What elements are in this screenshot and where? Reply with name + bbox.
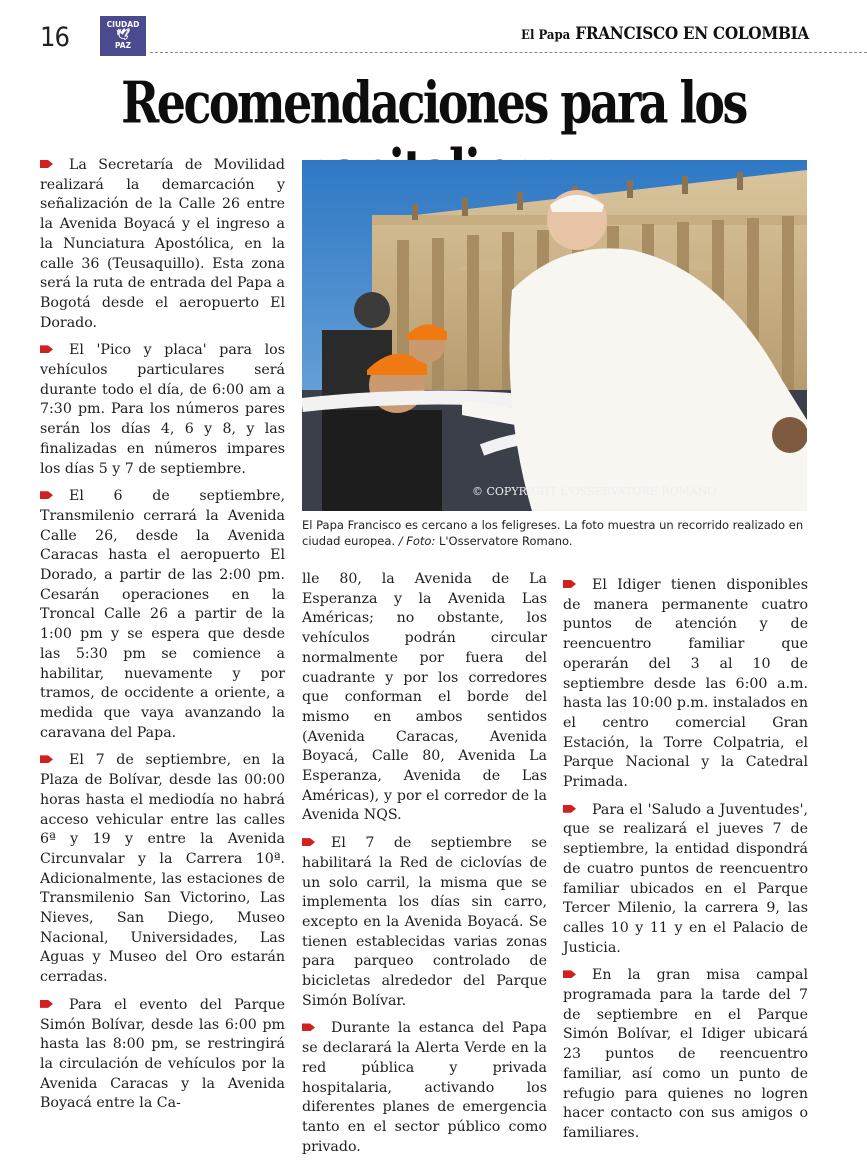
logo-text-bottom: PAZ [114, 41, 132, 50]
paragraph-text: En la gran misa campal programada para la tarde del 7 de septiembre en el Parque Simón Bolívar, el Idiger ubicará 23 puntos de reencuentro familiar, así como un punto de refugio para quienes no logren hacer contacto con sus amigos o familiares. [563, 967, 808, 1141]
bullet-arrow-icon [40, 1000, 53, 1008]
bullet-arrow-icon [40, 755, 53, 763]
column-1 [40, 156, 285, 1122]
paragraph-text: El 6 de septiembre, Transmilenio cerrará la Avenida Calle 26, desde la Avenida Caracas hasta el aeropuerto El Dorado, a partir de las 2:00 pm. Cesarán operaciones en la Troncal Calle 26 a partir de la 1:00 pm y se espera que desde las 5:30 pm se comience a habilitar, nuevamente y por tramos, de occidente a oriente, a medida que vaya avanzando la caravana del Papa. [40, 488, 285, 741]
bullet-arrow-icon [302, 838, 315, 846]
photo-watermark: © COPYRIGHT L'OSSERVATORE ROMANO [472, 485, 717, 498]
bullet-arrow-icon [563, 580, 576, 588]
list-item [563, 576, 808, 793]
bullet-arrow-icon [40, 160, 53, 168]
list-item [40, 996, 285, 1114]
header-divider [150, 52, 867, 53]
bullet-arrow-icon [563, 970, 576, 978]
list-item [40, 751, 285, 987]
paragraph-text: La Secretaría de Movilidad realizará la demarcación y señalización de la Calle 26 entre la Avenida Boyacá y el ingreso a la Nunciatura Apostólica, en la calle 36 (Teusaquillo). Esta zona será la ruta de entrada del Papa a Bogotá desde el aeropuerto El Dorado. [40, 157, 285, 331]
column-3 [563, 576, 808, 1152]
list-item [563, 966, 808, 1143]
photo-caption [302, 517, 812, 549]
paragraph-text: El Idiger tienen disponibles de manera permanente cuatro puntos de atención y de reencuentro familiar que operarán del 3 al 10 de septiembre desde las 6:00 a.m. hasta las 10:00 p.m. instalados en el centro comercial Gran Estación, la Torre Colpatria, el Parque Nacional y la Catedral Primada. [563, 577, 808, 791]
list-item [302, 570, 547, 826]
page-number: 16 [40, 22, 69, 53]
bullet-arrow-icon [302, 1023, 315, 1031]
pope-photo [302, 160, 807, 511]
section-header-small: El Papa [521, 28, 571, 43]
caption-credit-label: / Foto: [398, 534, 436, 548]
list-item [40, 156, 285, 333]
logo-text-top: CIUDAD [106, 20, 140, 29]
paragraph-text: Para el evento del Parque Simón Bolívar, desde las 6:00 pm hasta las 8:00 pm, se restringirá la circulación de vehículos por la Avenida Caracas y la Avenida Boyacá entre la Ca- [40, 996, 285, 1112]
bullet-arrow-icon [40, 491, 53, 499]
bullet-arrow-icon [563, 805, 576, 813]
list-item [40, 341, 285, 479]
article-title: Recomendaciones para los [121, 70, 746, 138]
list-item [302, 1019, 547, 1157]
list-item [563, 801, 808, 959]
section-header-big: FRANCISCO EN COLOMBIA [575, 24, 809, 44]
ciudad-paz-logo [100, 16, 146, 56]
paragraph-text: El 7 de septiembre, en la Plaza de Bolívar, desde las 00:00 horas hasta el mediodía no habrá acceso vehicular entre las calles 6ª y 19 y entre la Avenida Circunvalar y la Carrera 10ª. Adicionalmente, las estaciones de Transmilenio San Victorino, Las Nieves, San Diego, Museo Nacional, Universidades, Las Aguas y Museo del Oro estarán cerradas. [40, 752, 285, 986]
paragraph-text: Para el 'Saludo a Juventudes', que se realizará el jueves 7 de septiembre, la entidad dispondrá de cuatro puntos de reencuentro familiar ubicados en el Parque Tercer Milenio, la carrera 9, las calles 10 y 11 y en el Palacio de Justicia. [563, 801, 808, 956]
column-2 [302, 570, 547, 1165]
list-item [302, 834, 547, 1011]
paragraph-text: Durante la estanca del Papa se declarará la Alerta Verde en la red pública y privada hospitalaria, activando los diferentes planes de emergencia tanto en el sector público como privado. [302, 1020, 547, 1155]
dove-icon: 🕊 [116, 28, 130, 41]
paragraph-text: El 7 de septiembre se habilitará la Red de ciclovías de un solo carril, la misma que se implementa los días sin carro, excepto en la Avenida Boyacá. Se tienen establecidas varias zonas para parqueo controlado de bicicletas alrededor del Parque Simón Bolívar. [302, 835, 547, 1009]
list-item [40, 487, 285, 743]
section-header [521, 24, 809, 44]
bullet-arrow-icon [40, 345, 53, 353]
caption-text: El Papa Francisco es cercano a los feligreses. La foto muestra un recorrido realizado en ciudad europea. [302, 518, 804, 548]
caption-credit-source: L'Osservatore Romano. [435, 534, 573, 548]
paragraph-text: El 'Pico y placa' para los vehículos particulares será durante todo el día, de 6:00 am a 7:30 pm. Para los números pares serán los días 4, 6 y 8, y las finalizadas en números impares los días 5 y 7 de septiembre. [40, 342, 285, 477]
paragraph-text: lle 80, la Avenida de La Esperanza y la Avenida Las Américas; no obstante, los vehículos podrán circular normalmente por fuera del cuadrante y por los corredores que conforman el borde del mismo en ambos sentidos (Avenida Caracas, Avenida Boyacá, Calle 80, Avenida La Esperanza, Avenida de Las Américas), y por el corredor de la Avenida NQS. [302, 571, 547, 824]
